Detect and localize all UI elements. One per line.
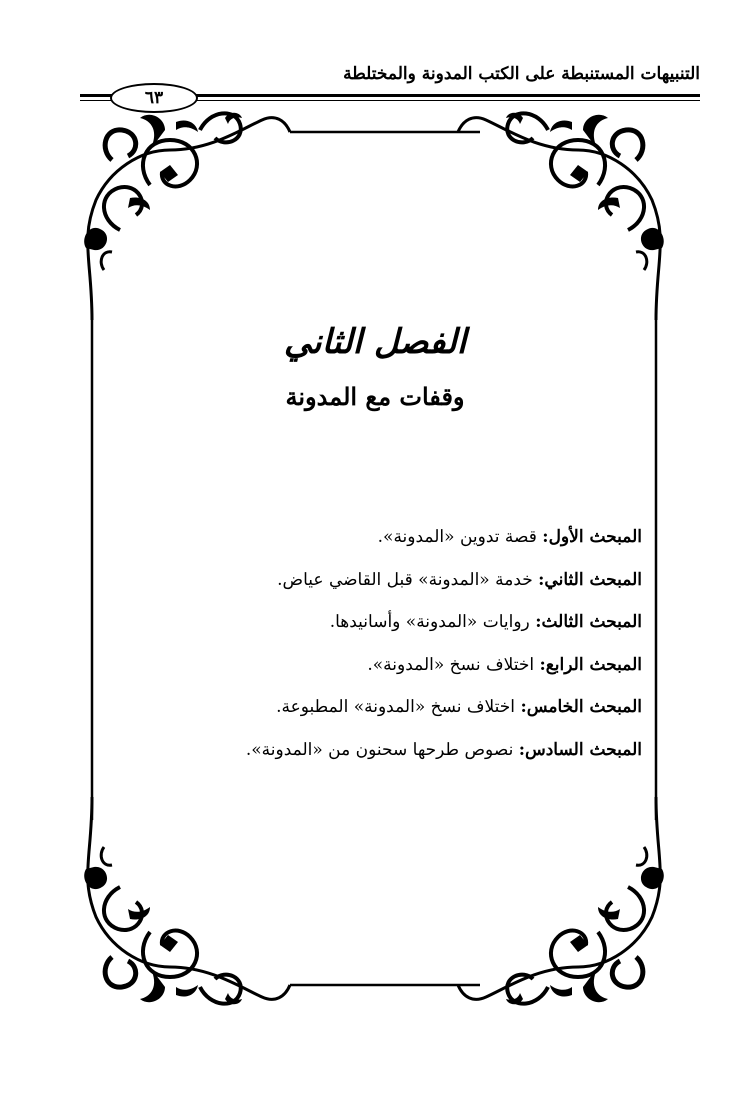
corner-ornament-top-left [84,113,290,320]
section-label: المبحث الأول: [542,527,642,547]
section-label: المبحث الثاني: [538,569,642,590]
corner-ornament-bottom-right [458,797,664,1004]
page-number-text: ٦٣ [144,88,164,108]
section-list [160,516,642,771]
list-item [160,729,642,772]
section-text: خدمة «المدونة» قبل القاضي عياض. [277,569,539,590]
section-label: المبحث الرابع: [539,654,642,675]
list-item [160,559,642,602]
section-text: اختلاف نسخ «المدونة» المطبوعة. [276,697,521,717]
section-text: نصوص طرحها سحنون من «المدونة». [245,739,519,760]
header-title: التنبيهات المستنبطة على الكتب المدونة والمختلطة [343,64,700,84]
chapter-subtitle: وقفات مع المدونة [285,382,465,411]
section-label: المبحث الثالث: [535,612,642,632]
section-text: اختلاف نسخ «المدونة». [367,654,540,675]
section-text: روايات «المدونة» وأسانيدها. [329,612,536,632]
corner-ornament-bottom-left [84,797,290,1004]
list-item [160,644,642,687]
list-item [160,601,642,644]
list-item [160,516,642,559]
section-text: قصة تدوين «المدونة». [377,527,543,547]
list-item [160,686,642,729]
section-label: المبحث السادس: [518,739,642,760]
chapter-title: الفصل الثاني [283,322,467,362]
section-label: المبحث الخامس: [520,697,642,717]
corner-ornament-top-right [458,113,664,320]
